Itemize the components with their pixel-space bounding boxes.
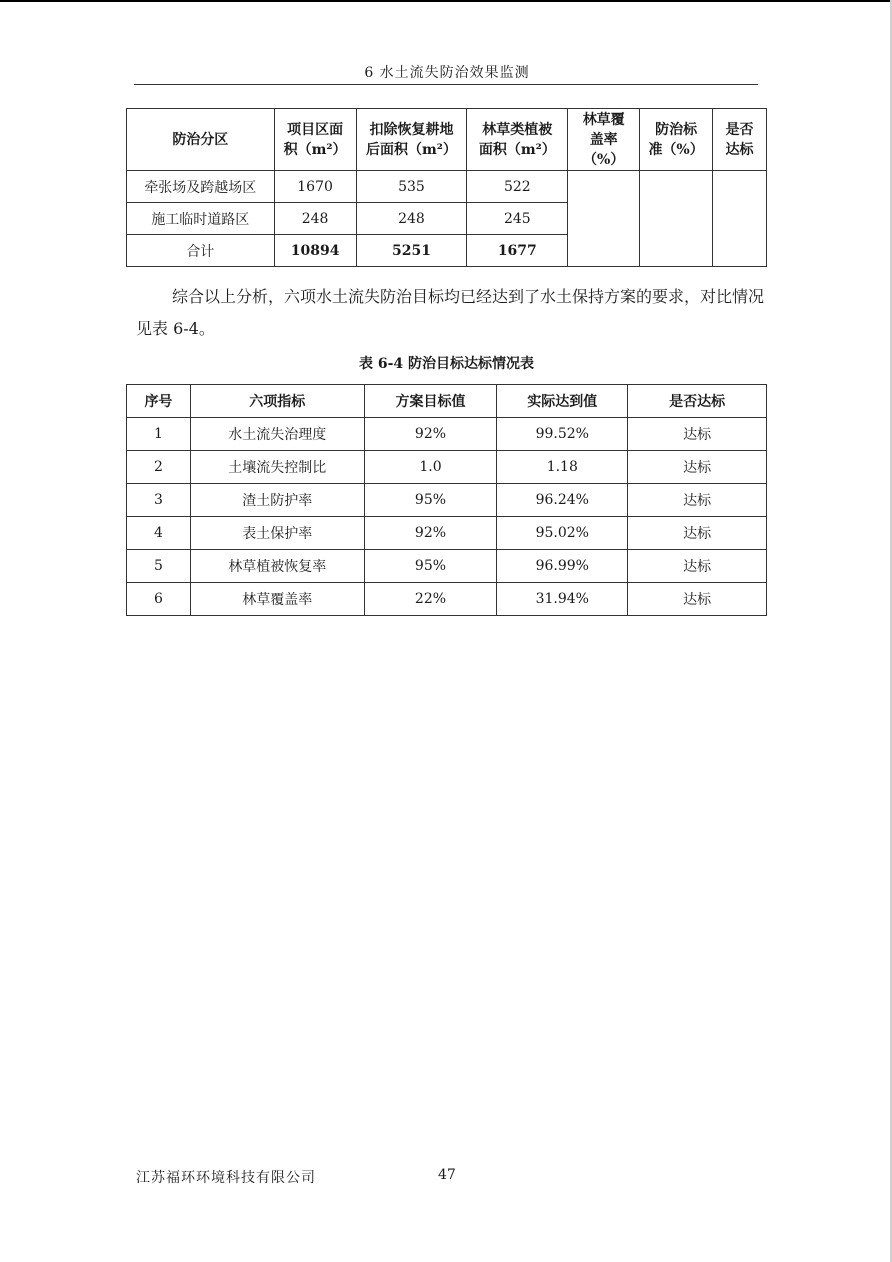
compliance-cell (713, 171, 767, 267)
project-area-cell: 1670 (274, 171, 356, 203)
header-divider (134, 84, 758, 85)
total-vegetation-area: 1677 (467, 235, 568, 267)
indicator-cell: 土壤流失控制比 (190, 451, 364, 484)
header-net-area: 扣除恢复耕地 后面积（m²） (356, 109, 467, 171)
net-area-cell: 535 (356, 171, 467, 203)
standard-cell (640, 171, 713, 267)
target-cell: 1.0 (364, 451, 497, 484)
top-border-rule (0, 0, 892, 2)
page-number: 47 (438, 1167, 456, 1183)
vegetation-area-cell: 522 (467, 171, 568, 203)
table-row (127, 484, 767, 517)
table-row (127, 451, 767, 484)
header-actual-value: 实际达到值 (497, 385, 628, 418)
indicator-cell: 渣土防护率 (190, 484, 364, 517)
area-table-header-row (127, 109, 767, 171)
table-row (127, 171, 767, 203)
met-cell: 达标 (628, 583, 767, 616)
index-cell: 6 (127, 583, 191, 616)
actual-cell: 99.52% (497, 418, 628, 451)
header-coverage-rate: 林草覆 盖率 （%） (568, 109, 640, 171)
analysis-paragraph: 综合以上分析，六项水土流失防治目标均已经达到了水土保持方案的要求，对比情况见表 6-4。 (136, 287, 765, 338)
index-cell: 3 (127, 484, 191, 517)
target-cell: 92% (364, 418, 497, 451)
target-compliance-table (126, 384, 767, 616)
header-index: 序号 (127, 385, 191, 418)
met-cell: 达标 (628, 418, 767, 451)
indicator-cell: 水土流失治理度 (190, 418, 364, 451)
actual-cell: 1.18 (497, 451, 628, 484)
met-cell: 达标 (628, 550, 767, 583)
target-cell: 95% (364, 550, 497, 583)
total-label: 合计 (127, 235, 275, 267)
indicator-cell: 表土保护率 (190, 517, 364, 550)
page-header: 6 水土流失防治效果监测 (364, 65, 530, 81)
index-cell: 5 (127, 550, 191, 583)
table-row (127, 583, 767, 616)
table-row (127, 418, 767, 451)
header-vegetation-area: 林草类植被 面积（m²） (467, 109, 568, 171)
table-caption: 表 6-4 防治目标达标情况表 (358, 356, 535, 372)
indicator-cell: 林草植被恢复率 (190, 550, 364, 583)
net-area-cell: 248 (356, 203, 467, 235)
met-cell: 达标 (628, 517, 767, 550)
index-cell: 1 (127, 418, 191, 451)
actual-cell: 31.94% (497, 583, 628, 616)
actual-cell: 96.99% (497, 550, 628, 583)
footer-company: 江苏福环环境科技有限公司 (136, 1170, 316, 1186)
header-target-value: 方案目标值 (364, 385, 497, 418)
zone-cell: 施工临时道路区 (127, 203, 275, 235)
header-met: 是否达标 (628, 385, 767, 418)
target-cell: 95% (364, 484, 497, 517)
coverage-rate-cell (568, 171, 640, 267)
actual-cell: 95.02% (497, 517, 628, 550)
target-cell: 22% (364, 583, 497, 616)
zone-cell: 牵张场及跨越场区 (127, 171, 275, 203)
header-zone: 防治分区 (127, 109, 275, 171)
header-project-area: 项目区面 积（m²） (274, 109, 356, 171)
project-area-cell: 248 (274, 203, 356, 235)
header-standard: 防治标 准（%） (640, 109, 713, 171)
table-row (127, 550, 767, 583)
header-indicator: 六项指标 (190, 385, 364, 418)
table-row (127, 517, 767, 550)
compliance-table-header-row (127, 385, 767, 418)
total-project-area: 10894 (274, 235, 356, 267)
met-cell: 达标 (628, 451, 767, 484)
target-cell: 92% (364, 517, 497, 550)
met-cell: 达标 (628, 484, 767, 517)
actual-cell: 96.24% (497, 484, 628, 517)
index-cell: 4 (127, 517, 191, 550)
header-compliance: 是否 达标 (713, 109, 767, 171)
index-cell: 2 (127, 451, 191, 484)
total-net-area: 5251 (356, 235, 467, 267)
vegetation-area-cell: 245 (467, 203, 568, 235)
area-table (126, 108, 767, 267)
indicator-cell: 林草覆盖率 (190, 583, 364, 616)
